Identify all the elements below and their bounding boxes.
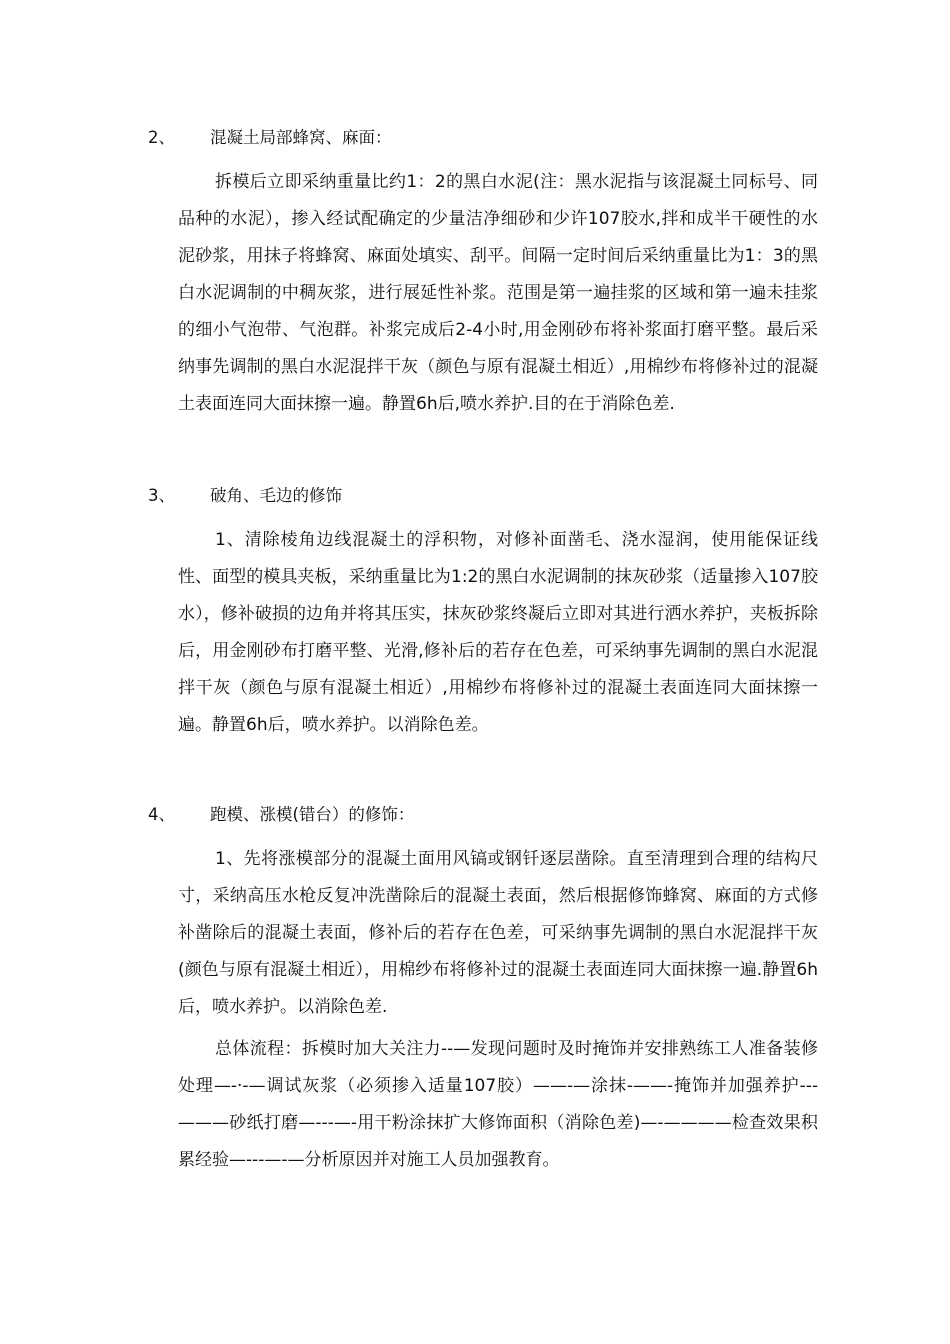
section-paragraph-4: 1、先将涨模部分的混凝土面用风镐或钢钎逐层凿除。直至清理到合理的结构尺寸，采纳高压水枪反复冲洗凿除后的混凝土表面，然后根据修饰蜂窝、麻面的方式修补凿除后的混凝土表面，修补后的若存在色差，可采纳事先调制的黑白水泥混拌干灰(颜色与原有混凝土相近），用棉纱布将修补过的混凝土表面连同大面抹擦一遍.静置6h后，喷水养护。以消除色差. [178, 849, 818, 1017]
summary-paragraph: 总体流程：拆模时加大关注力--—发现问题时及时掩饰并安排熟练工人准备装修处理—-·-—调试灰浆（必须掺入适量107胶）——-—涂抹-——-掩饰并加强养护---———砂纸打磨—---—-用干粉涂抹扩大修饰面积（消除色差)—-————检查效果积累经验—---—-—分析原因并对施工人员加强教育。 [178, 1039, 818, 1170]
section-heading-2 [148, 126, 848, 150]
section-title: 跑模、涨模(错台）的修饰： [210, 805, 415, 824]
section-paragraph-3: 1、清除棱角边线混凝土的浮积物，对修补面凿毛、浇水湿润，使用能保证线性、面型的模具夹板，采纳重量比为1:2的黑白水泥调制的抹灰砂浆（适量掺入107胶水），修补破损的边角并将其压实，抹灰砂浆终凝后立即对其进行洒水养护，夹板拆除后，用金刚砂布打磨平整、光滑,修补后的若存在色差，可采纳事先调制的黑白水泥混拌干灰（颜色与原有混凝土相近）,用棉纱布将修补过的混凝土表面连同大面抹擦一遍。静置6h后，喷水养护。以消除色差。 [178, 530, 818, 735]
section-title: 破角、毛边的修饰 [210, 486, 342, 505]
section-number: 2、 [148, 128, 175, 147]
section-number: 3、 [148, 486, 175, 505]
section-heading-3 [148, 484, 848, 508]
section-paragraph-2: 拆模后立即采纳重量比约1：2的黑白水泥(注：黑水泥指与该混凝土同标号、同品种的水泥），掺入经试配确定的少量洁净细砂和少许107胶水,拌和成半干硬性的水泥砂浆，用抹子将蜂窝、麻面处填实、刮平。间隔一定时间后采纳重量比为1：3的黑白水泥调制的中稠灰浆，进行展延性补浆。范围是第一遍挂浆的区域和第一遍未挂浆的细小气泡带、气泡群。补浆完成后2-4小时,用金刚砂布将补浆面打磨平整。最后采纳事先调制的黑白水泥混拌干灰（颜色与原有混凝土相近）,用棉纱布将修补过的混凝土表面连同大面抹擦一遍。静置6h后,喷水养护.目的在于消除色差. [178, 172, 818, 414]
section-heading-4 [148, 803, 848, 827]
section-number: 4、 [148, 805, 175, 824]
section-title: 混凝土局部蜂窝、麻面： [210, 128, 392, 147]
